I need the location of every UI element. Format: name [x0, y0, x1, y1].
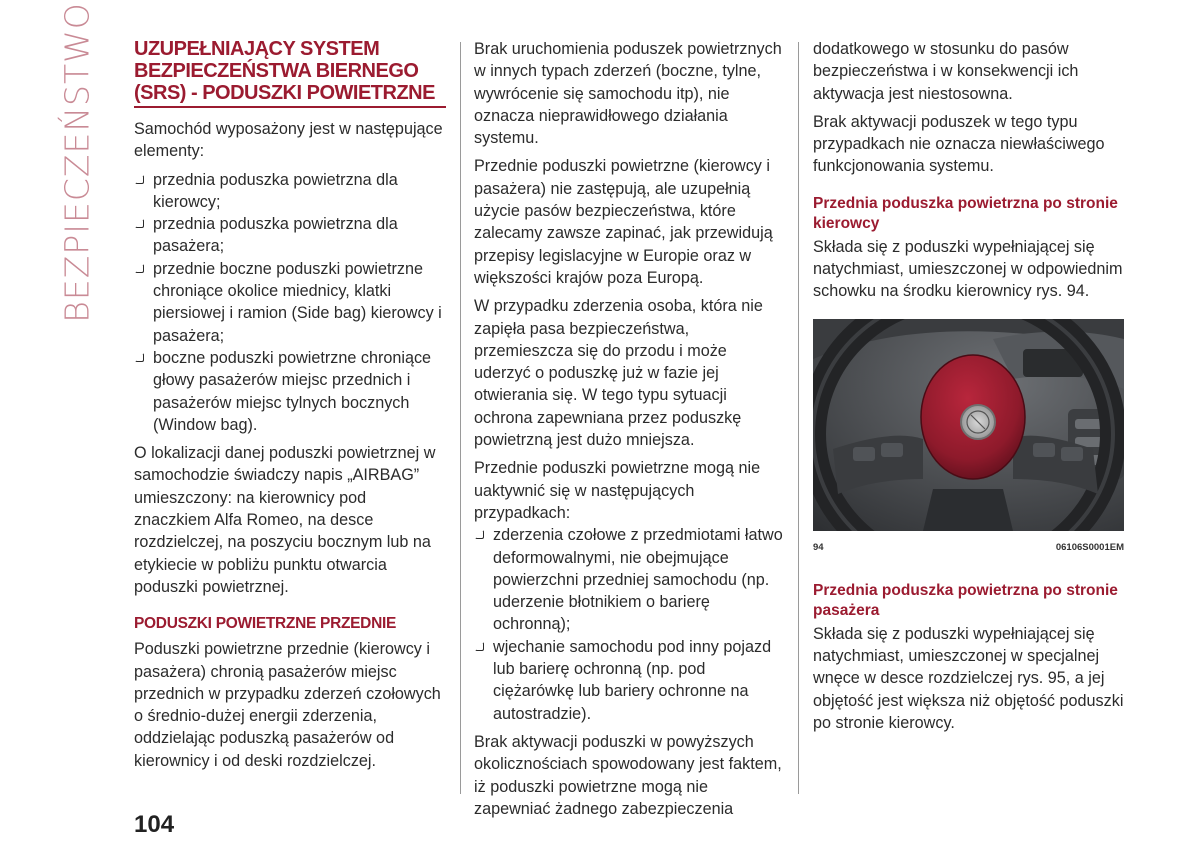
- checkbox-bullet-icon: [135, 175, 144, 184]
- steering-wheel-illustration: [813, 319, 1124, 531]
- body-paragraph: Brak aktywacji poduszki w powyższych okolicznościach spowodowany jest faktem, iż poduszki powietrzne mogą nie zapewniać żadnego zabezpieczenia: [474, 732, 782, 818]
- section-title: UZUPEŁNIAJĄCY SYSTEM BEZPIECZEŃSTWA BIERNEGO (SRS) - PODUSZKI POWIETRZNE: [134, 38, 446, 108]
- figure-caption: [813, 542, 1124, 553]
- body-paragraph: W przypadku zderzenia osoba, która nie zapięła pasa bezpieczeństwa, przemieszcza się do przodu i może uderzyć o poduszkę już w fazie jej otwierania się. W tego typu sytuacji ochrona zapewniana przez poduszkę powietrzną jest dużo mniejsza.: [474, 297, 763, 450]
- column-3: [813, 38, 1129, 740]
- column-2: [474, 38, 784, 826]
- checkbox-bullet-icon: [475, 642, 484, 651]
- body-paragraph: Składa się z poduszki wypełniającej się natychmiast, umieszczonej w odpowiednim schowku na środku kierownicy rys. 94.: [813, 237, 1123, 301]
- body-paragraph: Brak aktywacji poduszek w tego typu przypadkach nie oznacza niewłaściwego funkcjonowania systemu.: [813, 112, 1105, 176]
- subsection-heading: Przednia poduszka powietrzna po stronie pasażera: [813, 581, 1118, 619]
- body-paragraph: Brak uruchomienia poduszek powietrznych w innych typach zderzeń (boczne, tylne, wywrócenie się samochodu itp), nie oznacza nieprawidłowego działania systemu.: [474, 40, 782, 148]
- figure-code: 06106S0001EM: [1055, 541, 1124, 553]
- subsection-heading: PODUSZKI POWIETRZNE PRZEDNIE: [134, 615, 397, 633]
- body-paragraph: Przednie poduszki powietrzne (kierowcy i pasażera) nie zastępują, ale uzupełnią użycie pasów bezpieczeństwa, które zalecamy zawsze zapinać, jak przewidują przepisy legislacyjne w Europie oraz w większości krajów poza Europą.: [474, 157, 773, 287]
- subsection-heading: Przednia poduszka powietrzna po stronie kierowcy: [813, 194, 1118, 232]
- body-paragraph: Poduszki powietrzne przednie (kierowcy i pasażera) chronią pasażerów miejsc przednich w przypadku zderzeń czołowych o średnio-dużej energii zderzenia, oddzielając poduszką pasażerów od kierownicy i od deski rozdzielczej.: [134, 640, 441, 770]
- column-divider: [460, 42, 461, 794]
- steering-wheel-airbag-figure: [813, 319, 1124, 531]
- page-number: 104: [134, 811, 175, 838]
- body-paragraph: O lokalizacji danej poduszki powietrznej w samochodzie świadczy napis „AIRBAG” umieszczony: na kierownicy pod znaczkiem Alfa Romeo, na desce rozdzielczej, na poszyciu bocznym lub na etykiecie w pobliżu punktu otwarcia poduszki powietrznej.: [134, 444, 436, 596]
- list-item: wjechanie samochodu pod inny pojazd lub barierę ochronną (np. pod ciężarówkę lub bariery ochronne na autostradzie).: [474, 636, 784, 725]
- list-item: przednie boczne poduszki powietrzne chroniące okolice miednicy, klatki piersiowej i ramion (Side bag) kierowcy i pasażera;: [134, 258, 446, 347]
- body-paragraph: dodatkowego w stosunku do pasów bezpieczeństwa i w konsekwencji ich aktywacja jest niestosowna.: [813, 40, 1079, 103]
- checkbox-bullet-icon: [135, 264, 144, 273]
- column-1: [134, 38, 446, 778]
- list-item: zderzenia czołowe z przedmiotami łatwo deformowalnymi, nie obejmujące powierzchni przedniej samochodu (np. uderzenie błotnikiem o barierę ochronną);: [474, 524, 784, 635]
- checkbox-bullet-icon: [135, 219, 144, 228]
- column-divider: [798, 42, 799, 794]
- checkbox-bullet-icon: [135, 353, 144, 362]
- body-paragraph: Składa się z poduszki wypełniającej się natychmiast, umieszczonej w specjalnej wnęce w desce rozdzielczej rys. 95, a jej objętość jest większa niż objętość poduszki po stronie kierowcy.: [813, 624, 1124, 732]
- list-item: przednia poduszka powietrzna dla kierowcy;: [134, 169, 446, 214]
- list-item: boczne poduszki powietrzne chroniące głowy pasażerów miejsc przednich i pasażerów miejsc tylnych bocznych (Window bag).: [134, 347, 446, 436]
- checkbox-bullet-icon: [475, 530, 484, 539]
- figure-number: 94: [813, 541, 824, 553]
- list-item: przednia poduszka powietrzna dla pasażera;: [134, 213, 446, 258]
- body-paragraph: Przednie poduszki powietrzne mogą nie uaktywnić się w następujących przypadkach:: [474, 459, 761, 522]
- section-side-label: BEZPIECZEŃSTWO: [57, 2, 97, 323]
- intro-text: Samochód wyposażony jest w następujące elementy:: [134, 120, 443, 161]
